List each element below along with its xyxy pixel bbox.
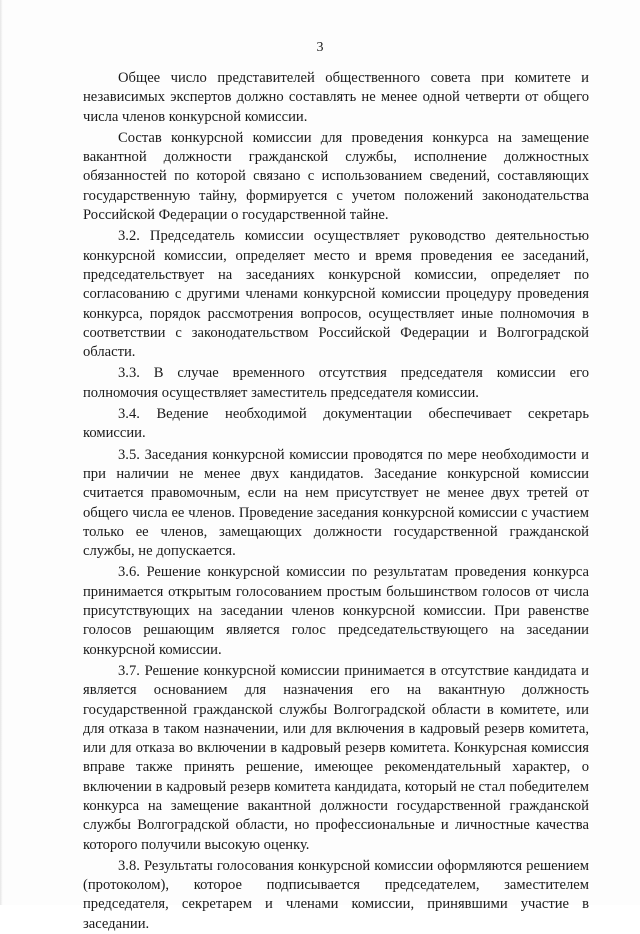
paragraph-state-secret-composition: Состав конкурсной комиссии для проведения конкурса на замещение вакантной должности гражданской службы, исполнение должностных обязанностей по которой связано с использованием сведений, составляющих государственную тайну, формируется с учетом положений законодательства Российской Федерации о государственной тайне. bbox=[83, 129, 589, 224]
document-body bbox=[83, 69, 589, 934]
page-number: 3 bbox=[316, 40, 324, 55]
paragraph-3-3-deputy: 3.3. В случае временного отсутствия председателя комиссии его полномочия осуществляет заместитель председателя комиссии. bbox=[83, 365, 589, 401]
paragraph-3-8-results: 3.8. Результаты голосования конкурсной комиссии оформляются решением (протоколом), которое подписывается председателем, заместителем председателя, секретарем и членами комиссии, принявшими участие в заседании. bbox=[83, 857, 589, 932]
paragraph-public-council-share: Общее число представителей общественного совета при комитете и независимых экспертов должно составлять не менее одной четверти от общего числа членов конкурсной комиссии. bbox=[83, 70, 589, 125]
paragraph-3-5-meetings: 3.5. Заседания конкурсной комиссии проводятся по мере необходимости и при наличии не менее двух кандидатов. Заседание конкурсной комиссии считается правомочным, если на нем присутствует не менее двух третей от общего числа ее членов. Проведение заседания конкурсной комиссии с участием только ее членов, замещающих должности государственной гражданской службы, не допускается. bbox=[83, 446, 589, 560]
scan-edge-shadow bbox=[0, 0, 3, 905]
paragraph-3-7-decision: 3.7. Решение конкурсной комиссии принимается в отсутствие кандидата и является основанием для назначения его на вакантную должность государственной гражданской службы Волгоградской области в комитете, или для отказа в таком назначении, или для включения в кадровый резерв комитета, или для отказа во включении в кадровый резерв комитета. Конкурсная комиссия вправе также принять решение, имеющее рекомендательный характер, о включении в кадровый резерв комитета кандидата, который не стал победителем конкурса на замещение вакантной должности государственной гражданской службы Волгоградской области, но профессиональные и личностные качества которого получили высокую оценку. bbox=[83, 662, 589, 853]
paragraph-3-4-secretary: 3.4. Ведение необходимой документации обеспечивает секретарь комиссии. bbox=[83, 406, 589, 442]
paragraph-3-2-chairman: 3.2. Председатель комиссии осуществляет руководство деятельностью конкурсной комиссии, определяет место и время проведения ее заседаний, председательствует на заседаниях конкурсной комиссии, определяет по согласованию с другими членами конкурсной комиссии процедуру проведения конкурса, порядок рассмотрения вопросов, осуществляет иные полномочия в соответствии с законодательством Российской Федерации и Волгоградской области. bbox=[83, 228, 589, 361]
paragraph-3-6-voting: 3.6. Решение конкурсной комиссии по результатам проведения конкурса принимается открытым голосованием простым большинством голосов от числа присутствующих на заседании членов конкурсной комиссии. При равенстве голосов решающим является голос председательствующего на заседании конкурсной комиссии. bbox=[83, 564, 589, 658]
